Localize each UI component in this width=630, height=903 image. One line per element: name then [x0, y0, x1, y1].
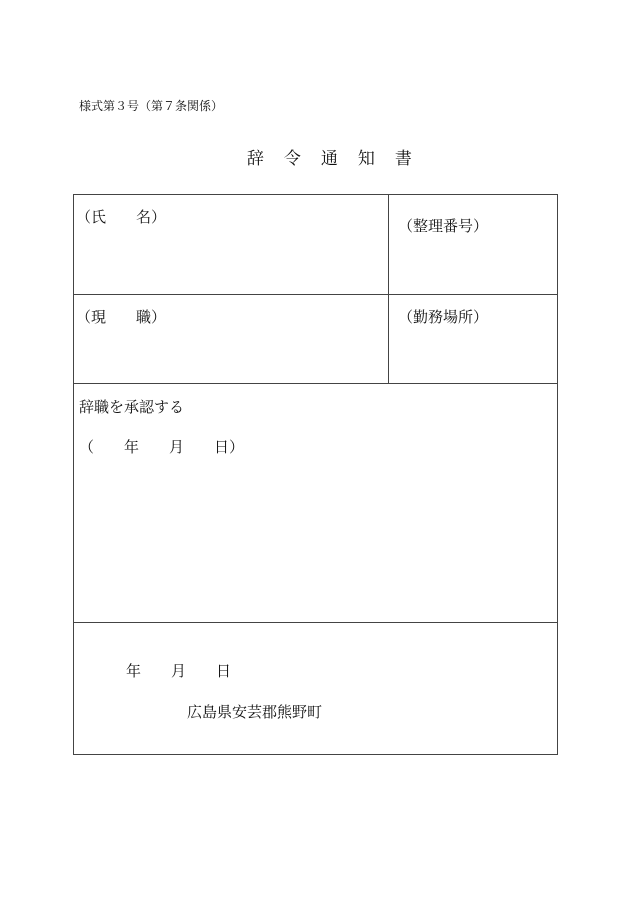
effective-date: （ 年 月 日）	[79, 438, 245, 456]
workplace-label: （勤務場所）	[398, 308, 489, 326]
title-char: 知	[357, 149, 375, 169]
name-label: （氏 名）	[76, 208, 167, 226]
issue-date: 年 月 日	[126, 662, 232, 680]
row-divider	[73, 294, 558, 295]
document-title	[236, 124, 432, 169]
title-char: 通	[320, 149, 338, 169]
form-number: 様式第３号（第７条関係）	[79, 99, 224, 113]
current-position-label: （現 職）	[76, 308, 167, 326]
reference-number-label: （整理番号）	[398, 217, 489, 235]
issuer: 広島県安芸郡熊野町	[187, 703, 323, 721]
approval-text: 辞職を承認する	[79, 398, 185, 416]
column-divider	[388, 194, 389, 384]
row-divider	[73, 622, 558, 623]
title-char: 書	[394, 149, 412, 169]
title-char: 辞	[246, 149, 264, 169]
title-char: 令	[283, 149, 301, 169]
row-divider	[73, 383, 558, 384]
